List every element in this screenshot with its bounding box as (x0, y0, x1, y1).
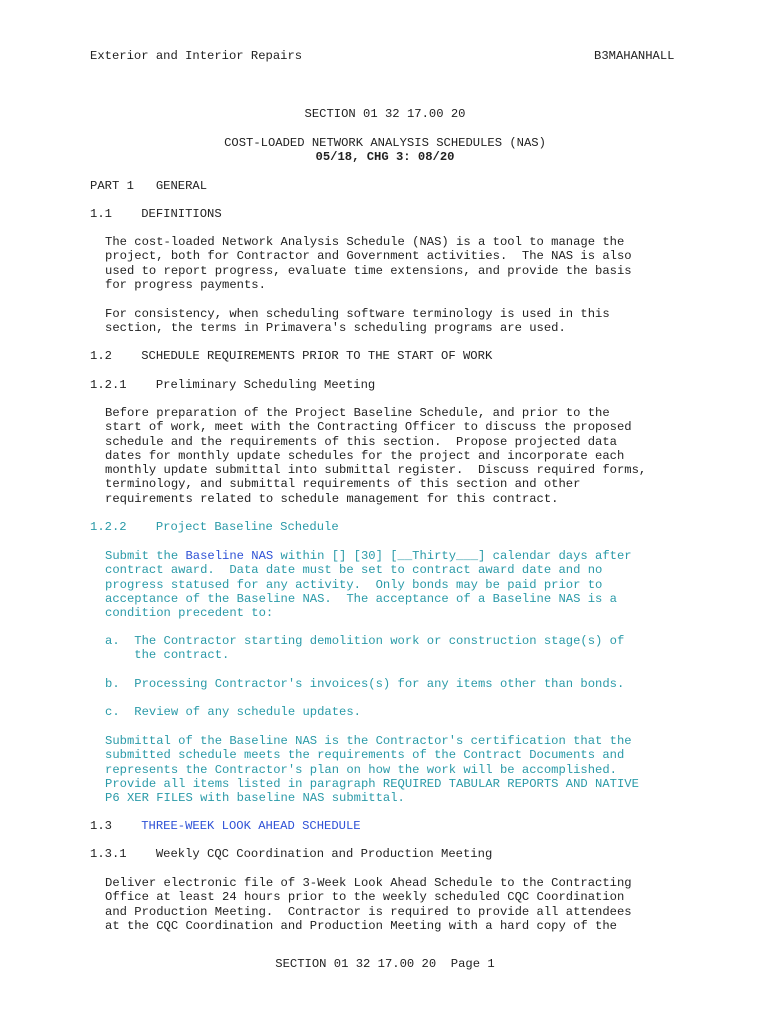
cqc-meeting-paragraph: Deliver electronic file of 3-Week Look Ahead Schedule to the Contracting Office at least 24 hours prior to the weekly scheduled CQC Coordination and Production Meeting. Contractor is required to provide all attendees at the CQC Coordination and Production Meeting with a hard copy of the (105, 876, 632, 933)
heading-1-3 (90, 819, 361, 833)
heading-1-2-1: 1.2.1 Preliminary Scheduling Meeting (90, 378, 376, 392)
heading-1-1: 1.1 DEFINITIONS (90, 207, 222, 221)
heading-1-3-number: 1.3 (90, 819, 142, 833)
header-right: B3MAHANHALL (594, 49, 675, 63)
three-week-look-ahead-link[interactable]: THREE-WEEK LOOK AHEAD SCHEDULE (141, 819, 361, 833)
baseline-text-rest: within [] [30] [__Thirty___] calendar days after contract award. Data date must be set to contract award date and no progress statused for any activity. Only bonds may be paid prior to acceptance of the Baseline NAS. The acceptance of a Baseline NAS is a condition precedent to: (105, 549, 632, 620)
definitions-paragraph-1: The cost-loaded Network Analysis Schedule (NAS) is a tool to manage the project, both for Contractor and Government activities. The NAS is also used to report progress, evaluate time extensions, and provide the basis for progress payments. (105, 235, 632, 292)
list-item-c: c. Review of any schedule updates. (105, 705, 361, 719)
heading-1-2: 1.2 SCHEDULE REQUIREMENTS PRIOR TO THE START OF WORK (90, 349, 493, 363)
definitions-paragraph-2: For consistency, when scheduling software terminology is used in this section, the terms in Primavera's scheduling programs are used. (105, 307, 610, 336)
heading-1-2-2: 1.2.2 Project Baseline Schedule (90, 520, 339, 534)
section-version: 05/18, CHG 3: 08/20 (315, 150, 455, 164)
heading-1-3-1: 1.3.1 Weekly CQC Coordination and Production Meeting (90, 847, 493, 861)
baseline-text-start: Submit the (105, 549, 186, 563)
list-item-b: b. Processing Contractor's invoices(s) for any items other than bonds. (105, 677, 625, 691)
page-footer: SECTION 01 32 17.00 20 Page 1 (275, 957, 495, 971)
baseline-nas-link[interactable]: Baseline NAS (185, 549, 274, 563)
baseline-paragraph-1 (105, 549, 632, 620)
section-number: SECTION 01 32 17.00 20 (304, 107, 466, 121)
section-title: COST-LOADED NETWORK ANALYSIS SCHEDULES (NAS) (224, 136, 546, 150)
list-item-a: a. The Contractor starting demolition work or construction stage(s) of the contract. (105, 634, 625, 663)
preliminary-meeting-paragraph: Before preparation of the Project Baseline Schedule, and prior to the start of work, meet with the Contracting Officer to discuss the proposed schedule and the requirements of this section. Propose projected data dates for monthly update schedules for the project and incorporate each monthly update submittal into submittal register. Discuss required forms, terminology, and submittal requirements of this section and other requirements related to schedule management for this contract. (105, 406, 647, 506)
part-heading: PART 1 GENERAL (90, 179, 208, 193)
header-left: Exterior and Interior Repairs (90, 49, 303, 63)
baseline-paragraph-2: Submittal of the Baseline NAS is the Contractor's certification that the submitted schedule meets the requirements of the Contract Documents and represents the Contractor's plan on how the work will be accomplished. Provide all items listed in paragraph REQUIRED TABULAR REPORTS AND NATIVE P6 XER FILES with baseline NAS submittal. (105, 734, 639, 805)
